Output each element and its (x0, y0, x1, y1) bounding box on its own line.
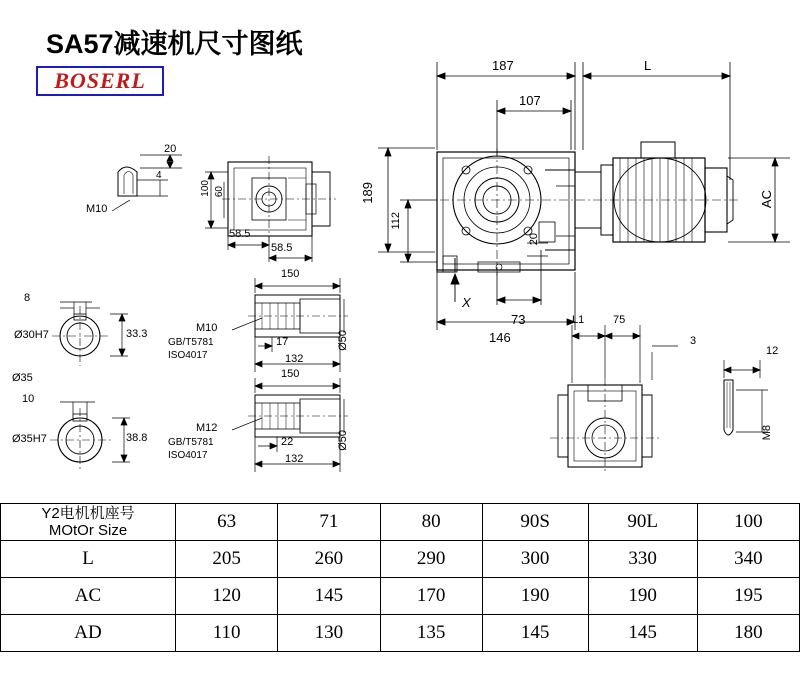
dim-4-key: 4 (156, 170, 162, 181)
table-head-line2: MOtOr Size (48, 522, 128, 539)
dim-L1: L1 (572, 314, 585, 326)
dim-33-3: 33.3 (126, 328, 148, 340)
cell-AD-5: 180 (697, 615, 799, 652)
dim-M8: M8 (761, 425, 773, 441)
table-row-header (1, 504, 800, 541)
table-col-5: 100 (697, 504, 799, 541)
dim-d50-b: Ø50 (337, 430, 349, 451)
dim-150-b: 150 (281, 368, 300, 380)
cell-L-3: 300 (482, 541, 588, 578)
table-row (1, 541, 800, 578)
dim-iso4017-b: ISO4017 (168, 450, 208, 461)
cell-L-4: 330 (588, 541, 697, 578)
table-row (1, 578, 800, 615)
dim-8: 8 (24, 292, 31, 304)
dim-22: 22 (281, 436, 294, 448)
dim-3: 3 (690, 335, 697, 347)
dim-L: L (644, 58, 652, 73)
dim-112: 112 (390, 212, 402, 230)
dim-M10-bolt: M10 (196, 322, 218, 334)
dim-d35h7: Ø35H7 (12, 433, 47, 445)
dim-100: 100 (200, 180, 211, 197)
dim-AC: AC (759, 190, 774, 209)
dim-75: 75 (613, 314, 626, 326)
dim-d30h7: Ø30H7 (14, 329, 49, 341)
dim-146: 146 (489, 330, 511, 345)
dim-17: 17 (276, 336, 289, 348)
row-label-AC: AC (1, 578, 176, 615)
table-col-2: 80 (380, 504, 482, 541)
dim-gb-t5781-b: GB/T5781 (168, 437, 214, 448)
cell-AD-3: 145 (482, 615, 588, 652)
dim-M10-key: M10 (86, 203, 108, 215)
dim-132-a: 132 (285, 353, 304, 365)
table-head-cell (1, 504, 176, 541)
cell-L-2: 290 (380, 541, 482, 578)
cell-AD-4: 145 (588, 615, 697, 652)
dim-187: 187 (492, 58, 514, 73)
dim-iso4017-a: ISO4017 (168, 350, 208, 361)
dim-20-key: 20 (164, 143, 177, 155)
cell-AC-2: 170 (380, 578, 482, 615)
table-col-0: 63 (176, 504, 278, 541)
cell-AD-2: 135 (380, 615, 482, 652)
row-label-AD: AD (1, 615, 176, 652)
dim-10: 10 (22, 393, 35, 405)
table-col-4: 90L (588, 504, 697, 541)
dim-107: 107 (519, 93, 541, 108)
cell-AD-0: 110 (176, 615, 278, 652)
cell-AC-0: 120 (176, 578, 278, 615)
dim-d50-a: Ø50 (337, 330, 349, 351)
dim-58-5-a: 58.5 (229, 228, 251, 240)
cell-AC-3: 190 (482, 578, 588, 615)
row-label-L: L (1, 541, 176, 578)
motor-size-table (0, 503, 800, 652)
dim-20-housing: 20 (528, 233, 540, 246)
dim-X: X (462, 295, 471, 310)
table-row (1, 615, 800, 652)
table-col-1: 71 (278, 504, 380, 541)
table-head-line1: Y2电机机座号 (41, 505, 135, 522)
dim-189: 189 (360, 182, 375, 204)
cell-AC-1: 145 (278, 578, 380, 615)
dim-M12-bolt: M12 (196, 422, 218, 434)
page-title: SA57减速机尺寸图纸 (46, 29, 303, 59)
dim-132-b: 132 (285, 453, 304, 465)
cell-L-5: 340 (697, 541, 799, 578)
cell-L-1: 260 (278, 541, 380, 578)
cell-AD-1: 130 (278, 615, 380, 652)
dim-150-a: 150 (281, 268, 300, 280)
dim-73: 73 (511, 312, 526, 327)
cell-AC-4: 190 (588, 578, 697, 615)
table-col-3: 90S (482, 504, 588, 541)
dim-gb-t5781-a: GB/T5781 (168, 337, 214, 348)
dim-12: 12 (766, 345, 779, 357)
dim-d35: Ø35 (12, 372, 33, 384)
dim-38-8: 38.8 (126, 432, 148, 444)
cell-L-0: 205 (176, 541, 278, 578)
dim-60: 60 (214, 186, 225, 198)
dim-58-5-b: 58.5 (271, 242, 293, 254)
brand-logo-text: BOSERL (54, 68, 146, 93)
cell-AC-5: 195 (697, 578, 799, 615)
